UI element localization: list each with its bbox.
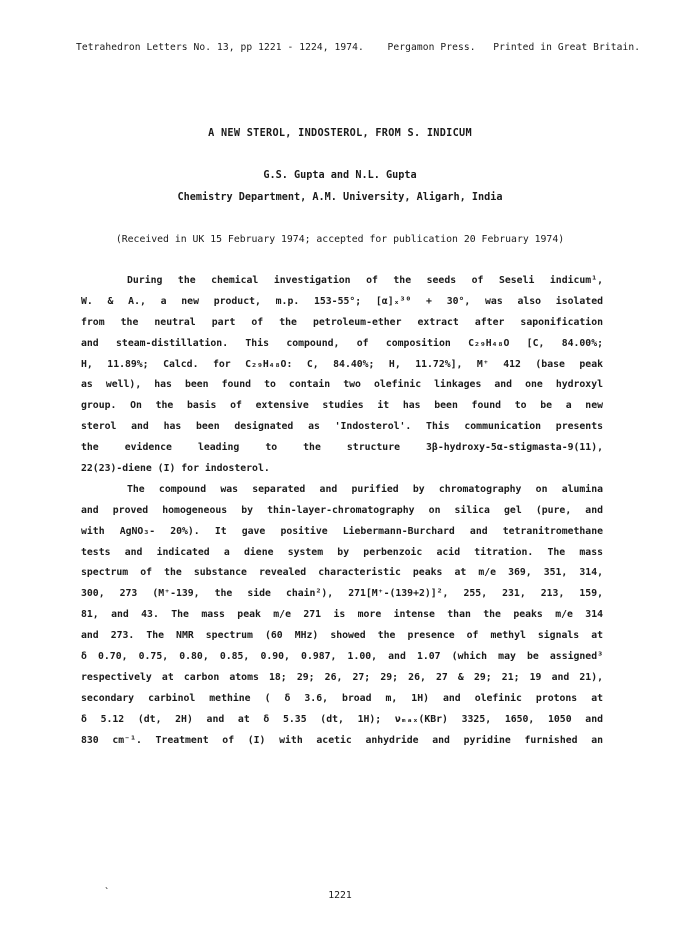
- body-line: The compound was separated and purified by chromatography on alumina: [127, 483, 603, 495]
- running-header: [76, 42, 641, 53]
- body-line: 830 cm⁻¹. Treatment of (I) with acetic anhydride and pyridine furnished an: [81, 734, 603, 746]
- authors: G.S. Gupta and N.L. Gupta: [263, 170, 417, 181]
- body-line: and steam-distillation. This compound, of composition C₂₉H₄₈O [C, 84.00%;: [81, 337, 603, 349]
- journal-citation: Tetrahedron Letters No. 13, pp 1221 - 1224, 1974.: [76, 42, 364, 53]
- printed-in: Printed in Great Britain.: [493, 42, 641, 53]
- body-line: from the neutral part of the petroleum-ether extract after saponification: [81, 316, 603, 328]
- article-body: [81, 271, 603, 751]
- affiliation: Chemistry Department, A.M. University, Aligarh, India: [177, 192, 503, 203]
- body-line: and proved homogeneous by thin-layer-chromatography on silica gel (pure, and: [81, 504, 603, 516]
- body-line: During the chemical investigation of the seeds of Seseli indicum¹,: [127, 275, 603, 286]
- body-line: δ 0.70, 0.75, 0.80, 0.85, 0.90, 0.987, 1.00, and 1.07 (which may be assigned³: [81, 651, 603, 663]
- body-line: H, 11.89%; Calcd. for C₂₉H₄₈O: C, 84.40%; H, 11.72%], M⁺ 412 (base peak: [81, 358, 603, 370]
- body-line: 81, and 43. The mass peak m/e 271 is more intense than the peaks m/e 314: [81, 609, 603, 621]
- publisher: Pergamon Press.: [387, 42, 476, 53]
- body-line: the evidence leading to the structure 3β-hydroxy-5α-stigmasta-9(11),: [81, 442, 603, 454]
- received-date: (Received in UK 15 February 1974; accepted for publication 20 February 1974): [115, 234, 565, 245]
- body-line: secondary carbinol methine ( δ 3.6, broad m, 1H) and olefinic protons at: [81, 692, 603, 704]
- body-line: W. & A., a new product, m.p. 153-55°; [α]ₓ³⁰ + 30°, was also isolated: [81, 295, 603, 307]
- body-line: spectrum of the substance revealed characteristic peaks at m/e 369, 351, 314,: [81, 567, 603, 579]
- page-number: 1221: [328, 890, 352, 901]
- body-line: with AgNO₃- 20%). It gave positive Liebermann-Burchard and tetranitromethane: [81, 525, 603, 537]
- body-line: and 273. The NMR spectrum (60 MHz) showed the presence of methyl signals at: [81, 630, 603, 642]
- body-line: δ 5.12 (dt, 2H) and at δ 5.35 (dt, 1H); νₘₐₓ(KBr) 3325, 1650, 1050 and: [81, 713, 603, 725]
- body-line: as well), has been found to contain two olefinic linkages and one hydroxyl: [81, 379, 603, 391]
- body-line: group. On the basis of extensive studies it has been found to be a new: [81, 400, 603, 412]
- body-line: respectively at carbon atoms 18; 29; 26, 27; 29; 26, 27 & 29; 21; 19 and 21),: [81, 671, 603, 683]
- page-mark: `: [104, 887, 111, 898]
- article-title: A NEW STEROL, INDOSTEROL, FROM S. INDICUM: [208, 128, 472, 139]
- body-line: tests and indicated a diene system by perbenzoic acid titration. The mass: [81, 546, 603, 558]
- body-line: 300, 273 (M⁺-139, the side chain²), 271[M⁺-(139+2)]², 255, 231, 213, 159,: [81, 588, 603, 600]
- body-line: sterol and has been designated as 'Indosterol'. This communication presents: [81, 421, 603, 433]
- body-line: 22(23)-diene (I) for indosterol.: [81, 463, 270, 475]
